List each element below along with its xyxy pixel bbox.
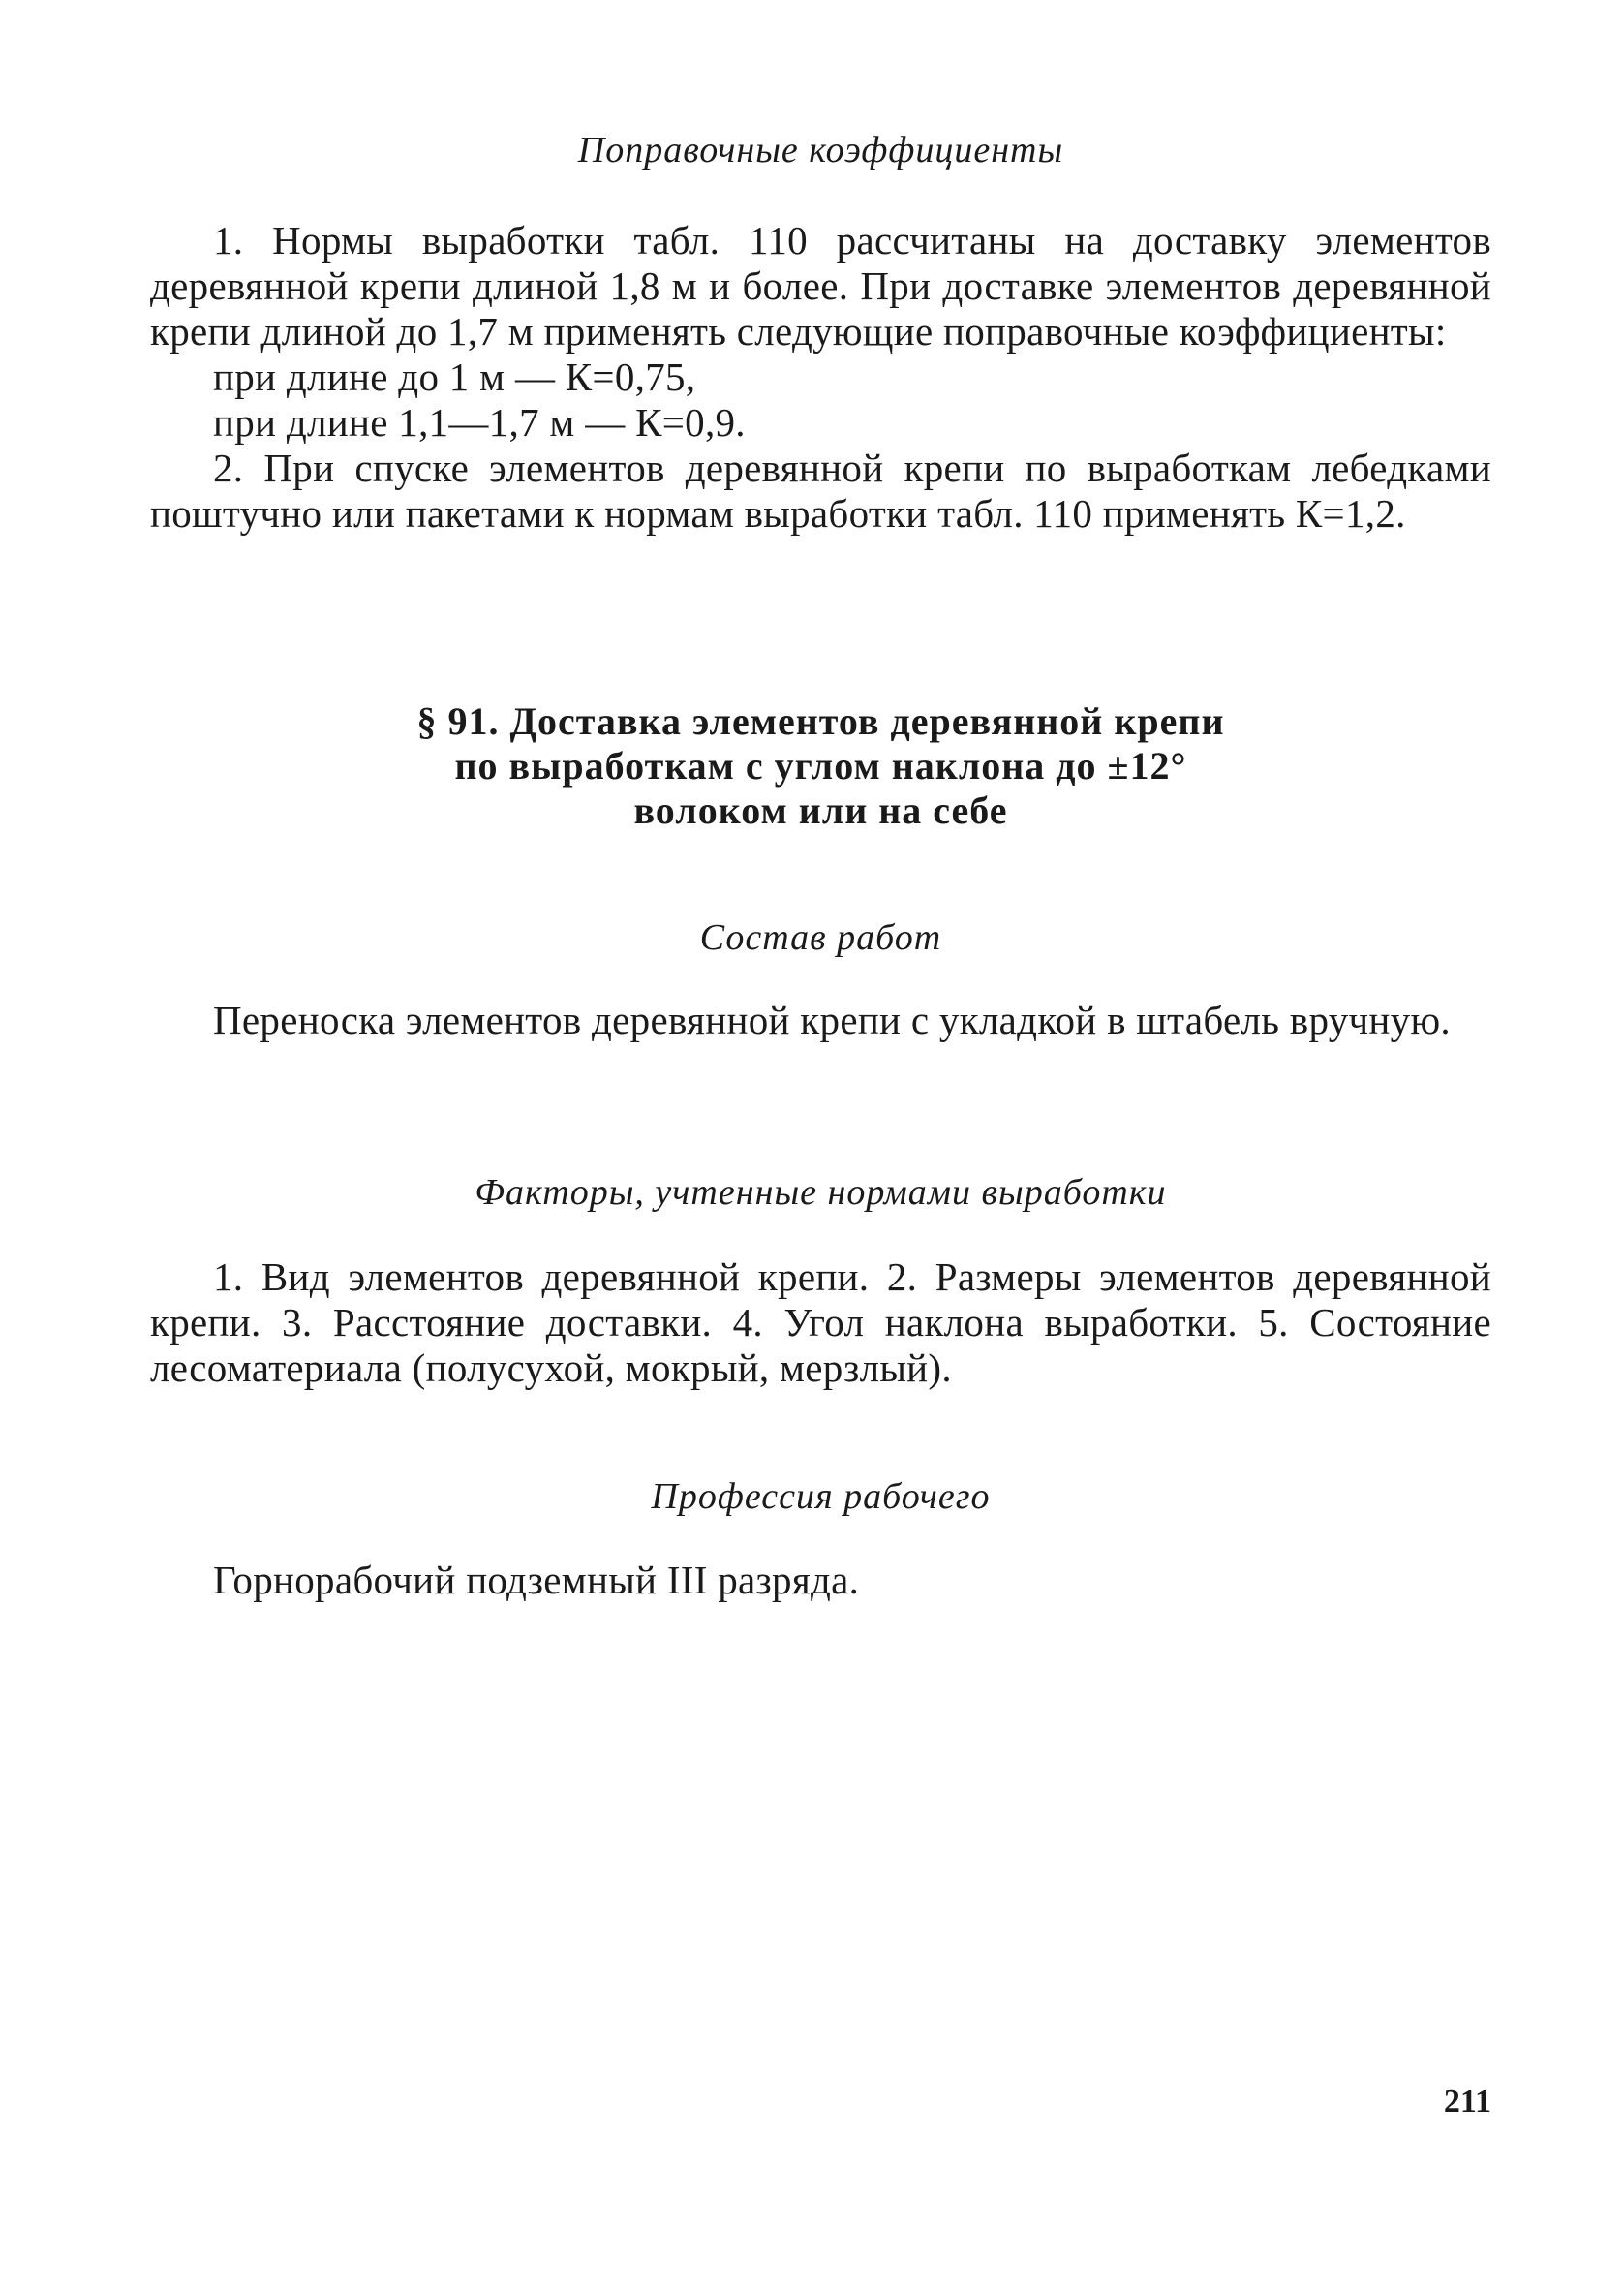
profession-block <box>150 1558 1491 1603</box>
factors-heading: Факторы, учтенные нормами выработки <box>475 1172 1167 1213</box>
factors-block <box>150 1254 1491 1391</box>
correction-item-2: 2. При спуске элементов деревянной крепи по выработкам лебедками поштучно или пакетами к нормам выработки табл. 110 применять К=1,2. <box>150 446 1491 536</box>
page-number: 211 <box>1443 2084 1491 2119</box>
profession-text: Горнорабочий подземный III разряда. <box>213 1558 860 1602</box>
work-composition-heading: Состав работ <box>699 917 942 958</box>
section-title-line-1: § 91. Доставка элементов деревянной крепи <box>416 699 1225 743</box>
section-title <box>150 699 1491 833</box>
correction-item-1: 1. Нормы выработки табл. 110 рассчитаны на доставку элементов деревянной крепи длиной 1,8 м и более. При доставке элементов деревянной крепи длиной до 1,7 м применять следующие поправочные коэффициенты: <box>150 218 1491 354</box>
work-composition-block <box>150 998 1491 1043</box>
correction-coefficients-heading: Поправочные коэффициенты <box>577 130 1064 170</box>
correction-line-up-to-1m: при длине до 1 м — К=0,75, <box>213 355 696 399</box>
factors-text: 1. Вид элементов деревянной крепи. 2. Размеры элементов деревянной крепи. 3. Расстояние доставки. 4. Угол наклона выработки. 5. Состояние лесоматериала (полусухой, мокрый, мерзлый). <box>150 1254 1491 1390</box>
correction-coefficients-block <box>150 218 1491 537</box>
section-title-line-2: по выработкам с углом наклона до ±12° <box>454 744 1187 788</box>
section-title-line-3: волоком или на себе <box>633 789 1008 832</box>
correction-line-1-1-to-1-7m: при длине 1,1—1,7 м — К=0,9. <box>213 400 746 445</box>
work-composition-text: Переноска элементов деревянной крепи с укладкой в штабель вручную. <box>213 998 1451 1042</box>
profession-heading: Профессия рабочего <box>651 1476 991 1517</box>
